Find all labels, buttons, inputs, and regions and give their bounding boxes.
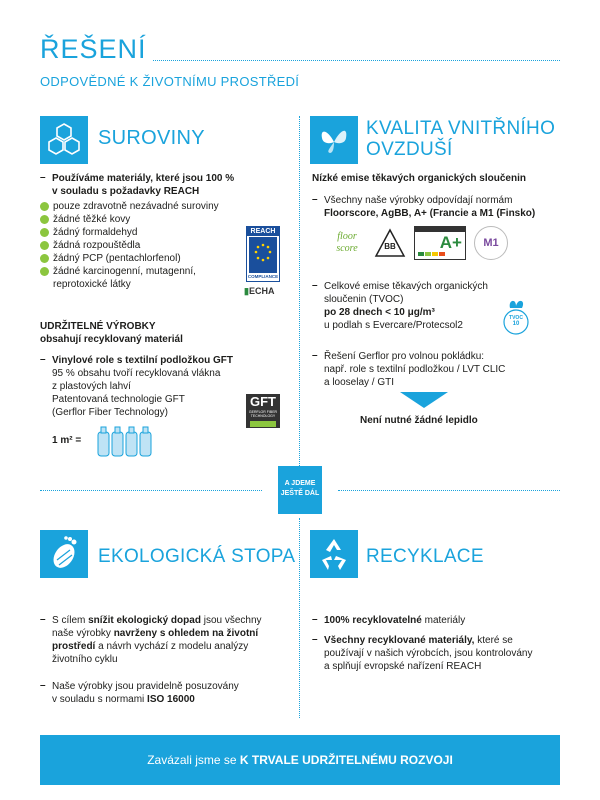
commitment-banner: Zavázali jsme se K TRVALE UDRŽITELNÉMU ROZVOJI [40, 735, 560, 785]
page-subtitle: ODPOVĚDNÉ K ŽIVOTNÍMU PROSTŘEDÍ [40, 74, 300, 89]
arrow-down-icon [400, 392, 448, 415]
aplus-emission-logo: A+ [414, 226, 466, 260]
suroviny-intro-line1: Používáme materiály, které jsou 100 % [52, 173, 235, 184]
kvalita-subheading: Nízké emise těkavých organických sloučenin [312, 173, 526, 184]
suroviny-intro-line2: v souladu s požadavky REACH [52, 186, 200, 197]
check-icon [40, 267, 49, 276]
suroviny-check-list [40, 200, 219, 291]
list-item: žádné karcinogenní, mutagenní, [40, 265, 219, 278]
butterfly-icon [310, 116, 358, 164]
check-icon [40, 215, 49, 224]
list-item: pouze zdravotně nezávadné suroviny [40, 200, 219, 213]
no-glue-text: Není nutné žádné lepidlo [360, 415, 478, 426]
check-icon [40, 241, 49, 250]
recycle-icon [310, 530, 358, 578]
page-title: ŘEŠENÍ [40, 34, 153, 65]
check-icon [40, 228, 49, 237]
eu-stars-icon [249, 237, 277, 273]
section-title-suroviny: SUROVINY [98, 127, 205, 149]
reach-compliance-logo: REACH COMPLIANCE [246, 226, 280, 282]
section-title-kvalita-line1: KVALITA VNITŘNÍHO [366, 118, 556, 139]
vertical-divider-bottom [299, 518, 300, 718]
gft-logo: GFT GERFLOR FIBER TECHNOLOGY [246, 394, 280, 428]
list-item-continuation: reprotoxické látky [53, 279, 131, 290]
footprint-icon [40, 530, 88, 578]
section-title-recyklace: RECYKLACE [366, 546, 484, 567]
check-icon [40, 254, 49, 263]
list-item: žádná rozpouštědla [40, 239, 219, 252]
agbb-logo: BB [374, 228, 406, 258]
udrzitelne-heading: UDRŽITELNÉ VÝROBKY [40, 321, 156, 332]
bottles-equation: 1 m² = [52, 435, 82, 446]
echa-logo: ▮ECHA [244, 286, 275, 296]
gft-point-title: Vinylové role s textilní podložkou GFT [52, 355, 233, 366]
bottles-icon [96, 424, 154, 463]
vertical-divider-top [299, 116, 300, 478]
section-title-ekologicka: EKOLOGICKÁ STOPA [98, 546, 296, 567]
horizontal-divider-right [338, 490, 560, 491]
check-icon [40, 202, 49, 211]
list-item: žádné těžké kovy [40, 213, 219, 226]
m1-logo: M1 [474, 226, 508, 260]
floorscore-logo: floor score [336, 231, 358, 254]
list-item: žádný PCP (pentachlorfenol) [40, 252, 219, 265]
tvoc-logo: TVOC 10 [500, 296, 532, 336]
cubes-icon [40, 116, 88, 164]
section-title-kvalita-line2: OVZDUŠÍ [366, 139, 453, 160]
page-header [40, 34, 560, 68]
horizontal-divider-left [40, 490, 262, 491]
udrzitelne-subheading: obsahují recyklovaný materiál [40, 334, 183, 345]
go-further-badge: A JDEME JEŠTĚ DÁL [278, 466, 322, 514]
list-item: žádný formaldehyd [40, 226, 219, 239]
